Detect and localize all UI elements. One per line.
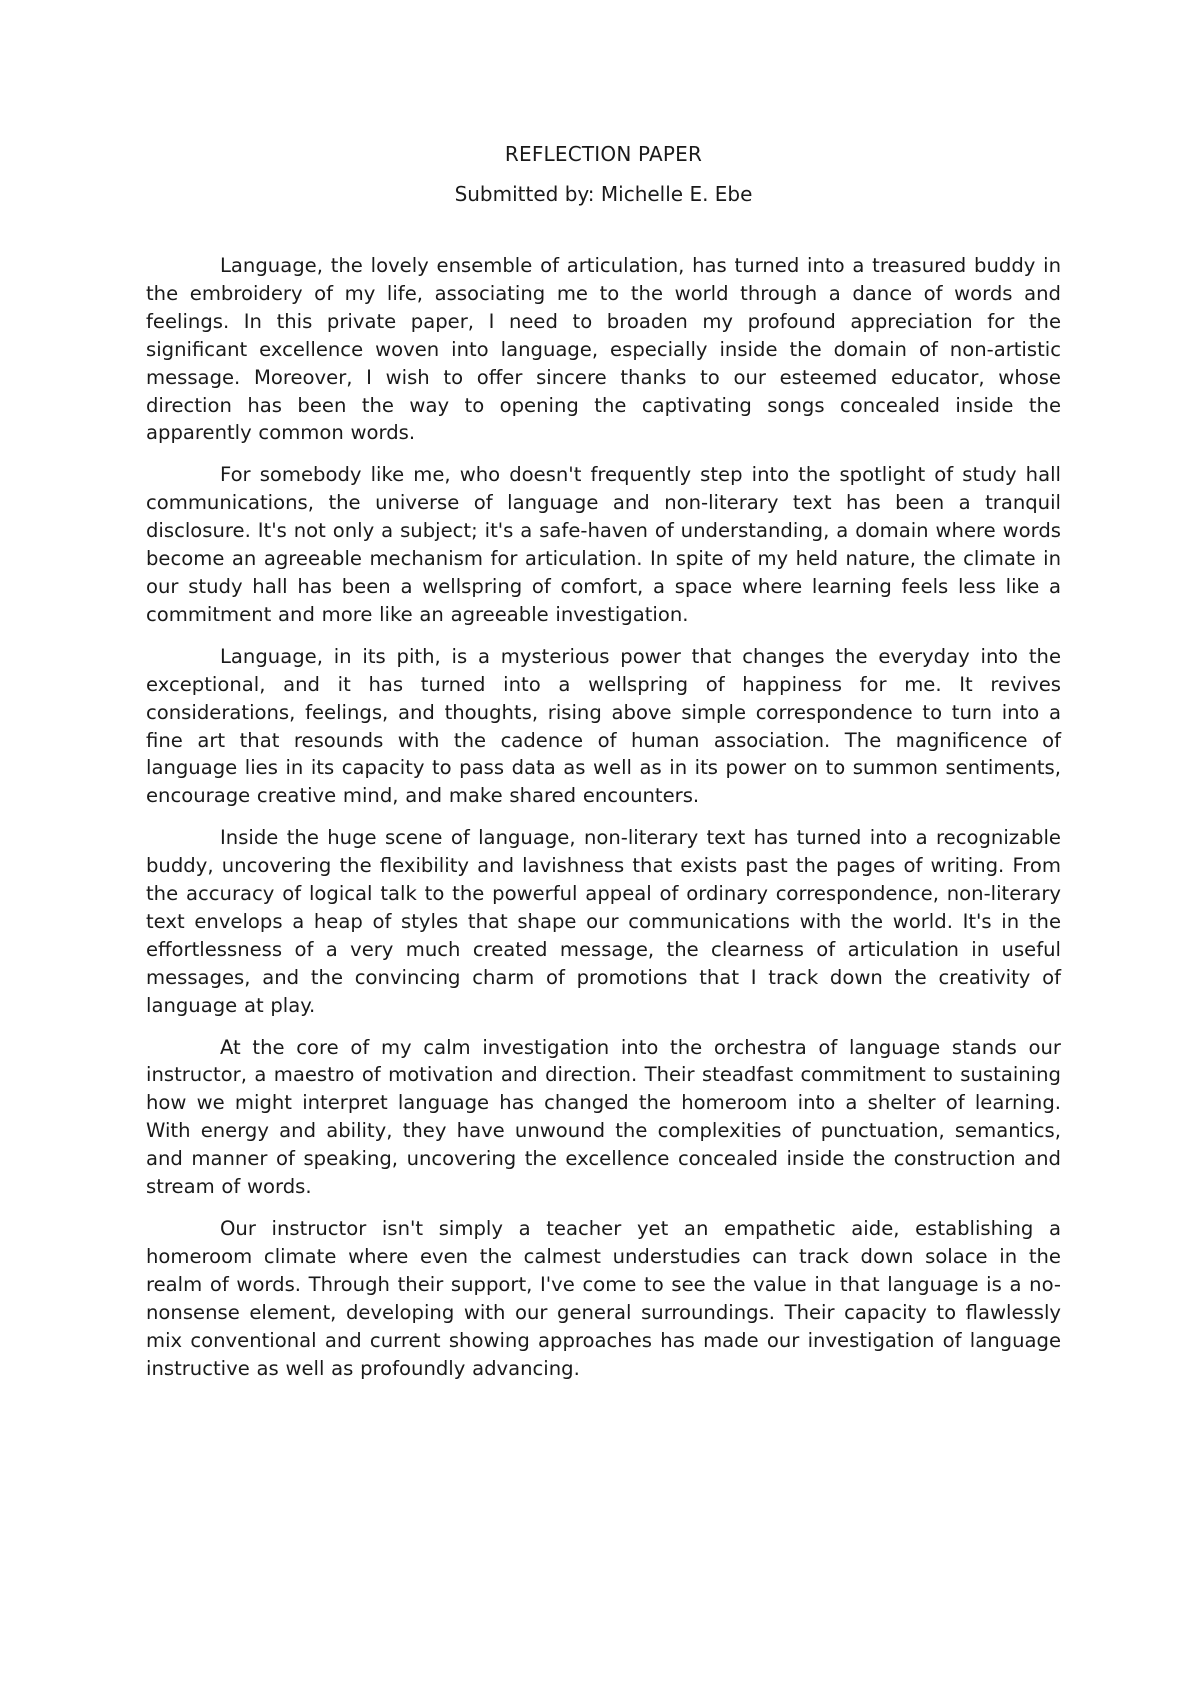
paragraph-4: Inside the huge scene of language, non-literary text has turned into a recognizable buddy, uncovering the flexibility and lavishness that exists past the pages of writing. From the accuracy of logical talk to the powerful appeal of ordinary correspondence, non-literary text envelops a heap of styles that shape our communications with the world. It's in the effortlessness of a very much created message, the clearness of articulation in useful messages, and the convincing charm of promotions that I track down the creativity of language at play. [146, 826, 1061, 1017]
paragraph-5: At the core of my calm investigation into the orchestra of language stands our instructor, a maestro of motivation and direction. Their steadfast commitment to sustaining how we might interpret language has changed the homeroom into a shelter of learning. With energy and ability, they have unwound the complexities of punctuation, semantics, and manner of speaking, uncovering the excellence concealed inside the construction and stream of words. [146, 1035, 1061, 1199]
paragraph-3: Language, in its pith, is a mysterious power that changes the everyday into the exceptional, and it has turned into a wellspring of happiness for me. It revives considerations, feelings, and thoughts, rising above simple correspondence to turn into a fine art that resounds with the cadence of human association. The magnificence of language lies in its capacity to pass data as well as in its power on to summon sentiments, encourage creative mind, and make shared encounters. [146, 644, 1061, 808]
paragraph-6: Our instructor isn't simply a teacher yet an empathetic aide, establishing a homeroom climate where even the calmest understudies can track down solace in the realm of words. Through their support, I've come to see the value in that language is a no-nonsense element, developing with our general surroundings. Their capacity to flawlessly mix conventional and current showing approaches has made our investigation of language instructive as well as profoundly advancing. [146, 1217, 1061, 1380]
document-author-line: Submitted by: Michelle E. Ebe [454, 182, 753, 206]
paragraph-2: For somebody like me, who doesn't frequently step into the spotlight of study hall communications, the universe of language and non-literary text has been a tranquil disclosure. It's not only a subject; it's a safe-haven of understanding, a domain where words become an agreeable mechanism for articulation. In spite of my held nature, the climate in our study hall has been a wellspring of comfort, a space where learning feels less like a commitment and more like an agreeable investigation. [146, 463, 1061, 626]
paragraph-1: Language, the lovely ensemble of articulation, has turned into a treasured buddy in the embroidery of my life, associating me to the world through a dance of words and feelings. In this private paper, I need to broaden my profound appreciation for the significant excellence woven into language, especially inside the domain of non-artistic message. Moreover, I wish to offer sincere thanks to our esteemed educator, whose direction has been the way to opening the captivating songs concealed inside the apparently common words. [146, 254, 1061, 445]
document-body [146, 140, 1061, 1396]
document-title: REFLECTION PAPER [504, 142, 703, 166]
